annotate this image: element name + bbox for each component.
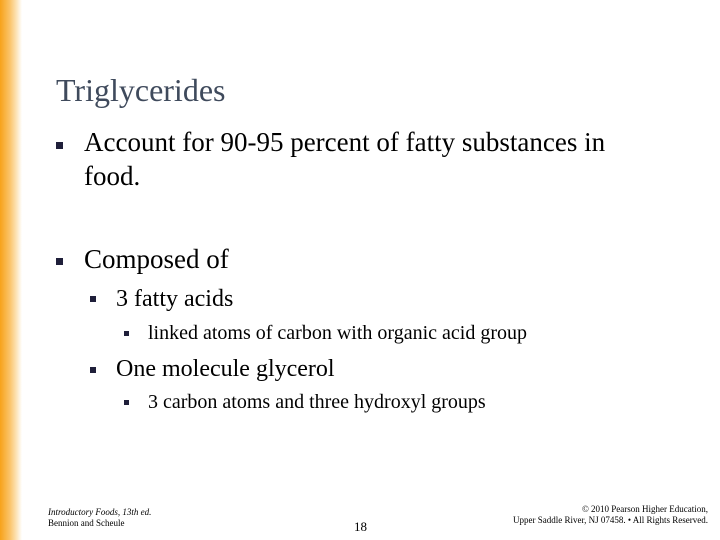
- footer-copyright-line-1: © 2010 Pearson Higher Education,: [581, 504, 708, 514]
- slide-title: Triglycerides: [56, 72, 226, 108]
- detail-fatty-acids: linked atoms of carbon with organic acid group: [148, 322, 527, 344]
- bullet-2-text: Composed of: [84, 244, 229, 274]
- sub-bullet-fatty-acids: 3 fatty acids: [116, 286, 234, 312]
- footer-authors: Bennion and Scheule: [48, 518, 125, 528]
- bullet-1-line-2: food.: [84, 161, 141, 191]
- footer-book-info: [48, 507, 151, 529]
- footer-copyright-line-2: Upper Saddle River, NJ 07458. • All Rights Reserved.: [512, 515, 708, 525]
- footer-copyright: [513, 504, 708, 526]
- detail-glycerol: 3 carbon atoms and three hydroxyl groups: [148, 391, 486, 413]
- sub-bullet-icon: [90, 367, 96, 373]
- detail-bullet-icon: [124, 331, 129, 336]
- footer-book-title: Introductory Foods, 13th ed.: [48, 507, 152, 517]
- sub-bullet-icon: [90, 296, 96, 302]
- decorative-left-band: [0, 0, 22, 540]
- bullet-1-line-1: Account for 90-95 percent of fatty substances in: [84, 127, 606, 157]
- page-number: 18: [354, 519, 367, 534]
- sub-bullet-glycerol: One molecule glycerol: [116, 356, 335, 382]
- detail-bullet-icon: [124, 400, 129, 405]
- bullet-icon: [56, 258, 63, 265]
- bullet-icon: [56, 142, 63, 149]
